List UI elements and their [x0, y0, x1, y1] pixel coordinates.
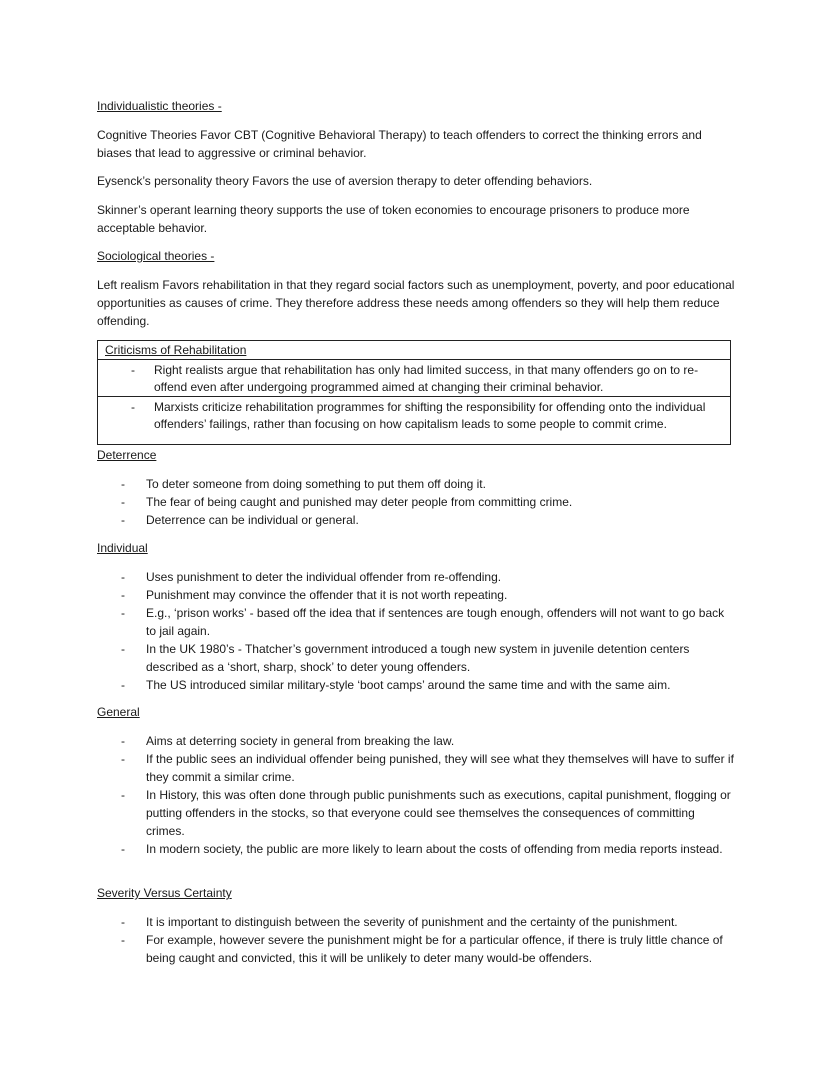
list-item-text: Punishment may convince the offender that it is not worth repeating. [146, 588, 508, 602]
list-item [0, 475, 736, 493]
bullet-dash: - [121, 842, 125, 856]
list-item [0, 786, 736, 840]
individual-heading: Individual [97, 541, 148, 555]
list-item [0, 586, 736, 604]
general-list [0, 732, 828, 858]
list-item-text: In History, this was often done through public punishments such as executions, capital punishment, flogging or putting offenders in the stocks, so that everyone could see themselves the consequences of committing crimes. [146, 788, 731, 838]
list-item-text: It is important to distinguish between the severity of punishment and the certainty of the punishment. [146, 915, 678, 929]
severity-heading: Severity Versus Certainty [97, 886, 232, 900]
list-item [0, 676, 736, 694]
deterrence-heading: Deterrence [97, 448, 157, 462]
criticisms-table [97, 340, 731, 445]
bullet-dash: - [121, 606, 125, 620]
list-item [0, 732, 736, 750]
individualistic-heading: Individualistic theories - [97, 99, 222, 113]
list-item-text: The fear of being caught and punished may deter people from committing crime. [146, 495, 573, 509]
general-heading: General [97, 705, 140, 719]
bullet-dash: - [121, 933, 125, 947]
deterrence-list [0, 475, 828, 529]
bullet-dash: - [121, 588, 125, 602]
list-item [0, 511, 736, 529]
bullet-dash: - [121, 734, 125, 748]
list-item [0, 493, 736, 511]
criticism-marxists: Marxists criticize rehabilitation programmes for shifting the responsibility for offending onto the individual offenders’ failings, rather than focusing on how capitalism leads to some people to commit crime. [154, 400, 706, 431]
list-item-text: To deter someone from doing something to put them off doing it. [146, 477, 486, 491]
list-item-text: For example, however severe the punishment might be for a particular offence, if there is truly little chance of being caught and convicted, this it will be unlikely to deter many would-be offenders. [146, 933, 723, 965]
list-item [0, 604, 736, 640]
cognitive-theories-paragraph: Cognitive Theories Favor CBT (Cognitive Behavioral Therapy) to teach offenders to correct the thinking errors and biases that lead to aggressive or criminal behavior. [97, 128, 702, 160]
bullet-dash: - [121, 495, 125, 509]
list-item [0, 913, 736, 931]
list-item [0, 840, 736, 858]
bullet-dash: - [121, 678, 125, 692]
criticisms-table-header [98, 341, 730, 360]
bullet-dash: - [121, 752, 125, 766]
list-item [0, 750, 736, 786]
bullet-dash: - [131, 363, 135, 377]
list-item-text: E.g., ‘prison works’ - based off the idea that if sentences are tough enough, offenders will not want to go back to jail again. [146, 606, 725, 638]
list-item-text: The US introduced similar military-style ‘boot camps’ around the same time and with the same aim. [146, 678, 671, 692]
criticisms-heading: Criticisms of Rehabilitation [105, 343, 247, 357]
left-realism-paragraph: Left realism Favors rehabilitation in that they regard social factors such as unemployment, poverty, and poor educational opportunities as causes of crime. They therefore address these needs among offenders so they will help them reduce offending. [97, 278, 735, 328]
criticism-right-realists: Right realists argue that rehabilitation has only had limited success, in that many offenders go on to re-offend even after undergoing programmed aimed at changing their criminal behavior. [154, 363, 699, 394]
bullet-dash: - [121, 642, 125, 656]
criticism-row [98, 397, 730, 445]
bullet-dash: - [121, 915, 125, 929]
list-item [0, 568, 736, 586]
list-item-text: In the UK 1980’s - Thatcher’s government introduced a tough new system in juvenile detention centers described as a ‘short, sharp, shock’ to deter young offenders. [146, 642, 690, 674]
bullet-dash: - [121, 513, 125, 527]
eysenck-paragraph: Eysenck’s personality theory Favors the use of aversion therapy to deter offending behaviors. [97, 174, 593, 188]
list-item-text: Aims at deterring society in general from breaking the law. [146, 734, 455, 748]
bullet-dash: - [121, 570, 125, 584]
list-item-text: If the public sees an individual offender being punished, they will see what they themselves will have to suffer if they commit a similar crime. [146, 752, 734, 784]
skinner-paragraph: Skinner’s operant learning theory supports the use of token economies to encourage prisoners to produce more acceptable behavior. [97, 203, 690, 235]
severity-list [0, 913, 828, 967]
bullet-dash: - [131, 400, 135, 414]
list-item [0, 931, 736, 967]
criticism-row [98, 360, 730, 397]
bullet-dash: - [121, 477, 125, 491]
bullet-dash: - [121, 788, 125, 802]
list-item-text: Uses punishment to deter the individual offender from re-offending. [146, 570, 502, 584]
individual-list [0, 568, 828, 694]
sociological-heading: Sociological theories - [97, 249, 215, 263]
list-item-text: In modern society, the public are more likely to learn about the costs of offending from media reports instead. [146, 842, 723, 856]
list-item-text: Deterrence can be individual or general. [146, 513, 359, 527]
list-item [0, 640, 736, 676]
